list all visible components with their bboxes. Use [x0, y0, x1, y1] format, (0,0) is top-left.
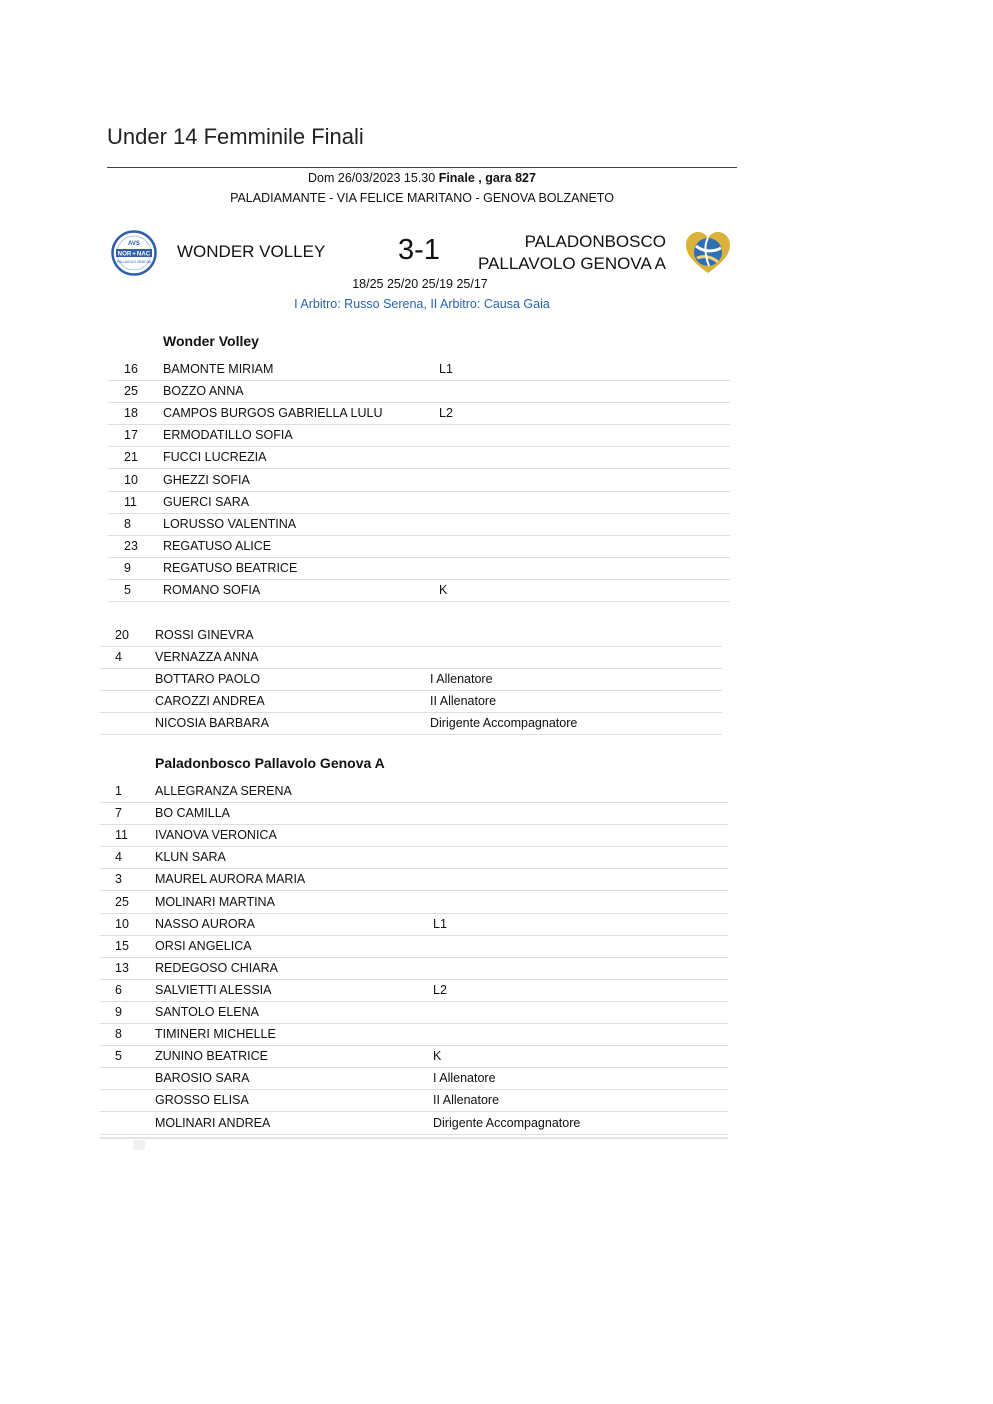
staff-row [100, 1113, 728, 1135]
jersey-number: 16 [124, 362, 138, 376]
person-name: GROSSO ELISA [155, 1093, 249, 1108]
jersey-number: 1 [115, 784, 122, 798]
away-team-name [478, 231, 666, 275]
person-name: REGATUSO BEATRICE [163, 560, 298, 575]
person-name: KLUN SARA [155, 850, 226, 865]
player-row [108, 580, 730, 602]
person-role: L1 [439, 362, 453, 376]
jersey-number: 13 [115, 960, 129, 975]
match-date-time: Dom 26/03/2023 15.30 [308, 171, 439, 185]
player-row [100, 803, 728, 825]
person-name: VERNAZZA ANNA [155, 650, 259, 665]
staff-row [100, 713, 722, 735]
staff-row [100, 691, 722, 713]
person-name: MAUREL AURORA MARIA [155, 872, 306, 887]
player-row [100, 647, 722, 669]
jersey-number: 25 [124, 384, 138, 399]
referees: I Arbitro: Russo Serena, II Arbitro: Causa Gaia [294, 297, 550, 311]
player-row [100, 847, 728, 869]
away-team-header: Paladonbosco Pallavolo Genova A [155, 755, 385, 771]
player-row [108, 536, 730, 558]
jersey-number: 4 [115, 850, 122, 865]
page-mark [133, 1140, 145, 1150]
player-row [100, 625, 722, 647]
player-row [100, 936, 728, 958]
player-row [100, 1046, 728, 1068]
person-role: Dirigente Accompagnatore [430, 716, 578, 731]
jersey-number: 23 [124, 538, 138, 553]
home-team-name: WONDER VOLLEY [177, 242, 326, 261]
person-role: L2 [439, 406, 453, 421]
person-name: GHEZZI SOFIA [163, 472, 250, 487]
jersey-number: 5 [124, 583, 131, 597]
away-team-logo [684, 231, 732, 275]
person-name: LORUSSO VALENTINA [163, 516, 297, 531]
home-logo-line1: AVS [128, 241, 140, 247]
match-date-line [107, 171, 737, 185]
player-row [100, 980, 728, 1002]
person-role: L2 [433, 982, 447, 997]
player-row [100, 1024, 728, 1046]
person-name: ERMODATILLO SOFIA [163, 428, 293, 443]
jersey-number: 15 [115, 938, 129, 953]
person-role: Dirigente Accompagnatore [433, 1115, 581, 1130]
page-title: Under 14 Femminile Finali [107, 124, 364, 149]
person-name: BAROSIO SARA [155, 1071, 250, 1086]
jersey-number: 21 [124, 450, 138, 465]
home-team-logo [111, 230, 157, 276]
person-name: ALLEGRANZA SERENA [155, 784, 292, 798]
jersey-number: 6 [115, 982, 122, 997]
person-name: GUERCI SARA [163, 494, 250, 509]
away-team-name-line2: PALLAVOLO GENOVA A [477, 254, 666, 273]
player-row [108, 492, 730, 514]
player-row [100, 1002, 728, 1024]
person-role: II Allenatore [430, 694, 497, 709]
player-row [108, 558, 730, 580]
player-row [100, 869, 728, 891]
person-name: CAMPOS BURGOS GABRIELLA LULU [163, 406, 383, 421]
match-phase: Finale , gara 827 [438, 171, 536, 185]
player-row [108, 381, 730, 403]
jersey-number: 5 [115, 1049, 122, 1064]
person-name: NICOSIA BARBARA [155, 716, 269, 731]
jersey-number: 9 [124, 560, 131, 575]
person-role: L1 [433, 916, 447, 931]
person-name: BOZZO ANNA [163, 384, 244, 399]
player-row [100, 892, 728, 914]
title-divider [107, 167, 737, 168]
jersey-number: 7 [115, 806, 122, 821]
person-role: K [439, 583, 448, 597]
staff-row [100, 669, 722, 691]
home-logo-line2a: NOR [117, 250, 132, 258]
person-name: MOLINARI ANDREA [155, 1115, 271, 1130]
player-row [108, 425, 730, 447]
player-row [108, 359, 730, 381]
staff-row [100, 1068, 728, 1090]
person-role: I Allenatore [433, 1071, 496, 1086]
person-name: ZUNINO BEATRICE [155, 1049, 268, 1064]
home-logo-line2b: NAC [136, 250, 151, 258]
player-row [100, 958, 728, 980]
person-name: BO CAMILLA [155, 806, 231, 821]
jersey-number: 10 [115, 916, 129, 931]
home-logo-line3: PALLAVOLO GENOVA [117, 260, 151, 264]
bottom-divider [100, 1137, 728, 1139]
person-name: NASSO AURORA [155, 916, 256, 931]
jersey-number: 25 [115, 894, 129, 909]
person-name: IVANOVA VERONICA [155, 828, 277, 843]
person-role: I Allenatore [430, 672, 493, 687]
player-row [100, 781, 728, 803]
person-name: MOLINARI MARTINA [155, 894, 275, 909]
jersey-number: 10 [124, 472, 138, 487]
jersey-number: 20 [115, 628, 129, 642]
jersey-number: 8 [124, 516, 131, 531]
set-scores: 18/25 25/20 25/19 25/17 [352, 277, 488, 291]
jersey-number: 17 [124, 428, 138, 443]
person-role: K [433, 1049, 442, 1064]
person-name: BAMONTE MIRIAM [163, 362, 274, 376]
match-venue: PALADIAMANTE - VIA FELICE MARITANO - GENOVA BOLZANETO [230, 191, 614, 205]
jersey-number: 11 [115, 828, 128, 843]
staff-row [100, 1090, 728, 1112]
player-row [108, 403, 730, 425]
person-name: ROSSI GINEVRA [155, 628, 254, 642]
jersey-number: 8 [115, 1027, 122, 1042]
player-row [108, 514, 730, 536]
away-team-name-line1: PALADONBOSCO [524, 232, 666, 251]
person-name: REDEGOSO CHIARA [155, 960, 278, 975]
jersey-number: 3 [115, 872, 122, 887]
player-row [100, 914, 728, 936]
person-name: ORSI ANGELICA [155, 938, 252, 953]
jersey-number: 9 [115, 1005, 122, 1019]
svg-text:+: + [132, 250, 136, 258]
match-score: 3-1 [398, 234, 440, 266]
person-name: REGATUSO ALICE [163, 538, 272, 553]
player-row [108, 447, 730, 469]
person-role: II Allenatore [433, 1093, 500, 1108]
player-row [108, 470, 730, 492]
player-row [100, 825, 728, 847]
jersey-number: 11 [124, 494, 137, 509]
person-name: BOTTARO PAOLO [155, 672, 261, 687]
home-team-header: Wonder Volley [163, 333, 259, 349]
person-name: ROMANO SOFIA [163, 583, 261, 597]
person-name: SANTOLO ELENA [155, 1005, 259, 1019]
jersey-number: 4 [115, 650, 122, 665]
jersey-number: 18 [124, 406, 138, 421]
person-name: TIMINERI MICHELLE [155, 1027, 276, 1042]
person-name: FUCCI LUCREZIA [163, 450, 267, 465]
person-name: CAROZZI ANDREA [155, 694, 265, 709]
person-name: SALVIETTI ALESSIA [155, 982, 272, 997]
